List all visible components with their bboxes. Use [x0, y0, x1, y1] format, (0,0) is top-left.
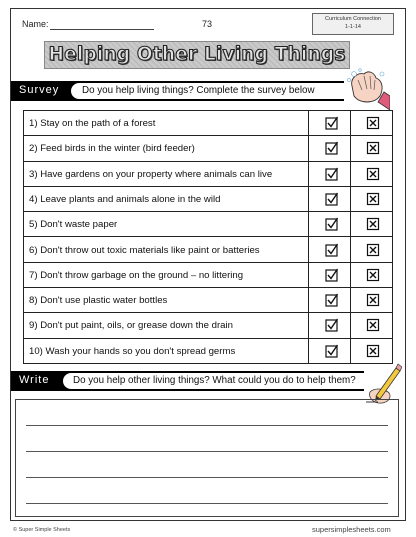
survey-item-text: 6) Don't throw out toxic materials like paint or batteries	[29, 244, 260, 256]
footer-copyright: © Super Simple Sheets	[13, 527, 71, 533]
answer-line[interactable]	[26, 503, 388, 504]
survey-item-text: 10) Wash your hands so you don't spread germs	[29, 345, 236, 357]
x-box-icon[interactable]	[366, 116, 380, 130]
curriculum-connection-box	[312, 13, 394, 35]
checked-box-icon[interactable]	[325, 192, 339, 206]
x-box-icon[interactable]	[366, 293, 380, 307]
page-title: Helping Other Living Things	[48, 44, 346, 65]
survey-item-text: 2) Feed birds in the winter (bird feeder)	[29, 143, 195, 155]
survey-item-text: 4) Leave plants and animals alone in the wild	[29, 193, 221, 205]
survey-item-text: 8) Don't use plastic water bottles	[29, 295, 168, 307]
curriculum-code: 1-1-14	[345, 23, 361, 30]
page-number: 73	[202, 19, 213, 29]
survey-item-text: 1) Stay on the path of a forest	[29, 118, 156, 129]
name-input-line[interactable]	[50, 29, 154, 30]
checked-box-icon[interactable]	[325, 141, 339, 155]
table-row	[24, 263, 392, 288]
answer-line[interactable]	[26, 425, 388, 426]
title-banner	[44, 41, 350, 69]
checked-box-icon[interactable]	[325, 167, 339, 181]
write-label: Write	[19, 374, 50, 386]
pencil-icon	[364, 362, 402, 404]
x-box-icon[interactable]	[366, 167, 380, 181]
checked-box-icon[interactable]	[325, 293, 339, 307]
survey-table	[23, 110, 393, 364]
survey-item-text: 3) Have gardens on your property where animals can live	[29, 168, 273, 180]
checked-box-icon[interactable]	[325, 116, 339, 130]
x-box-icon[interactable]	[366, 192, 380, 206]
table-row	[24, 162, 392, 187]
answer-line[interactable]	[26, 451, 388, 452]
table-row	[24, 313, 392, 338]
table-row	[24, 136, 392, 161]
checked-box-icon[interactable]	[325, 243, 339, 257]
checked-box-icon[interactable]	[325, 217, 339, 231]
survey-prompt: Do you help living things? Complete the survey below	[71, 83, 355, 99]
table-row	[24, 111, 392, 136]
x-box-icon[interactable]	[366, 217, 380, 231]
name-label: Name:	[22, 19, 49, 29]
table-row	[24, 238, 392, 263]
checked-box-icon[interactable]	[325, 344, 339, 358]
survey-item-text: 9) Don't put paint, oils, or grease down the drain	[29, 320, 233, 332]
survey-section-header	[11, 81, 344, 101]
footer-site: supersimplesheets.com	[312, 525, 391, 534]
write-answer-area[interactable]	[15, 399, 399, 517]
table-row	[24, 288, 392, 313]
survey-item-text: 7) Don't throw garbage on the ground – no littering	[29, 269, 244, 281]
name-row	[22, 19, 282, 33]
checked-box-icon[interactable]	[325, 318, 339, 332]
x-box-icon[interactable]	[366, 268, 380, 282]
x-box-icon[interactable]	[366, 141, 380, 155]
answer-line[interactable]	[26, 477, 388, 478]
checked-box-icon[interactable]	[325, 268, 339, 282]
table-row	[24, 212, 392, 237]
hands-icon	[344, 66, 390, 110]
write-prompt: Do you help other living things? What could you do to help them?	[63, 373, 376, 389]
table-row	[24, 187, 392, 212]
write-section-header	[11, 371, 364, 391]
survey-item-text: 5) Don't waste paper	[29, 219, 118, 231]
curriculum-label: Curriculum Connection	[325, 16, 381, 22]
x-box-icon[interactable]	[366, 318, 380, 332]
survey-label: Survey	[19, 84, 60, 96]
x-box-icon[interactable]	[366, 344, 380, 358]
table-row	[24, 339, 392, 364]
x-box-icon[interactable]	[366, 243, 380, 257]
